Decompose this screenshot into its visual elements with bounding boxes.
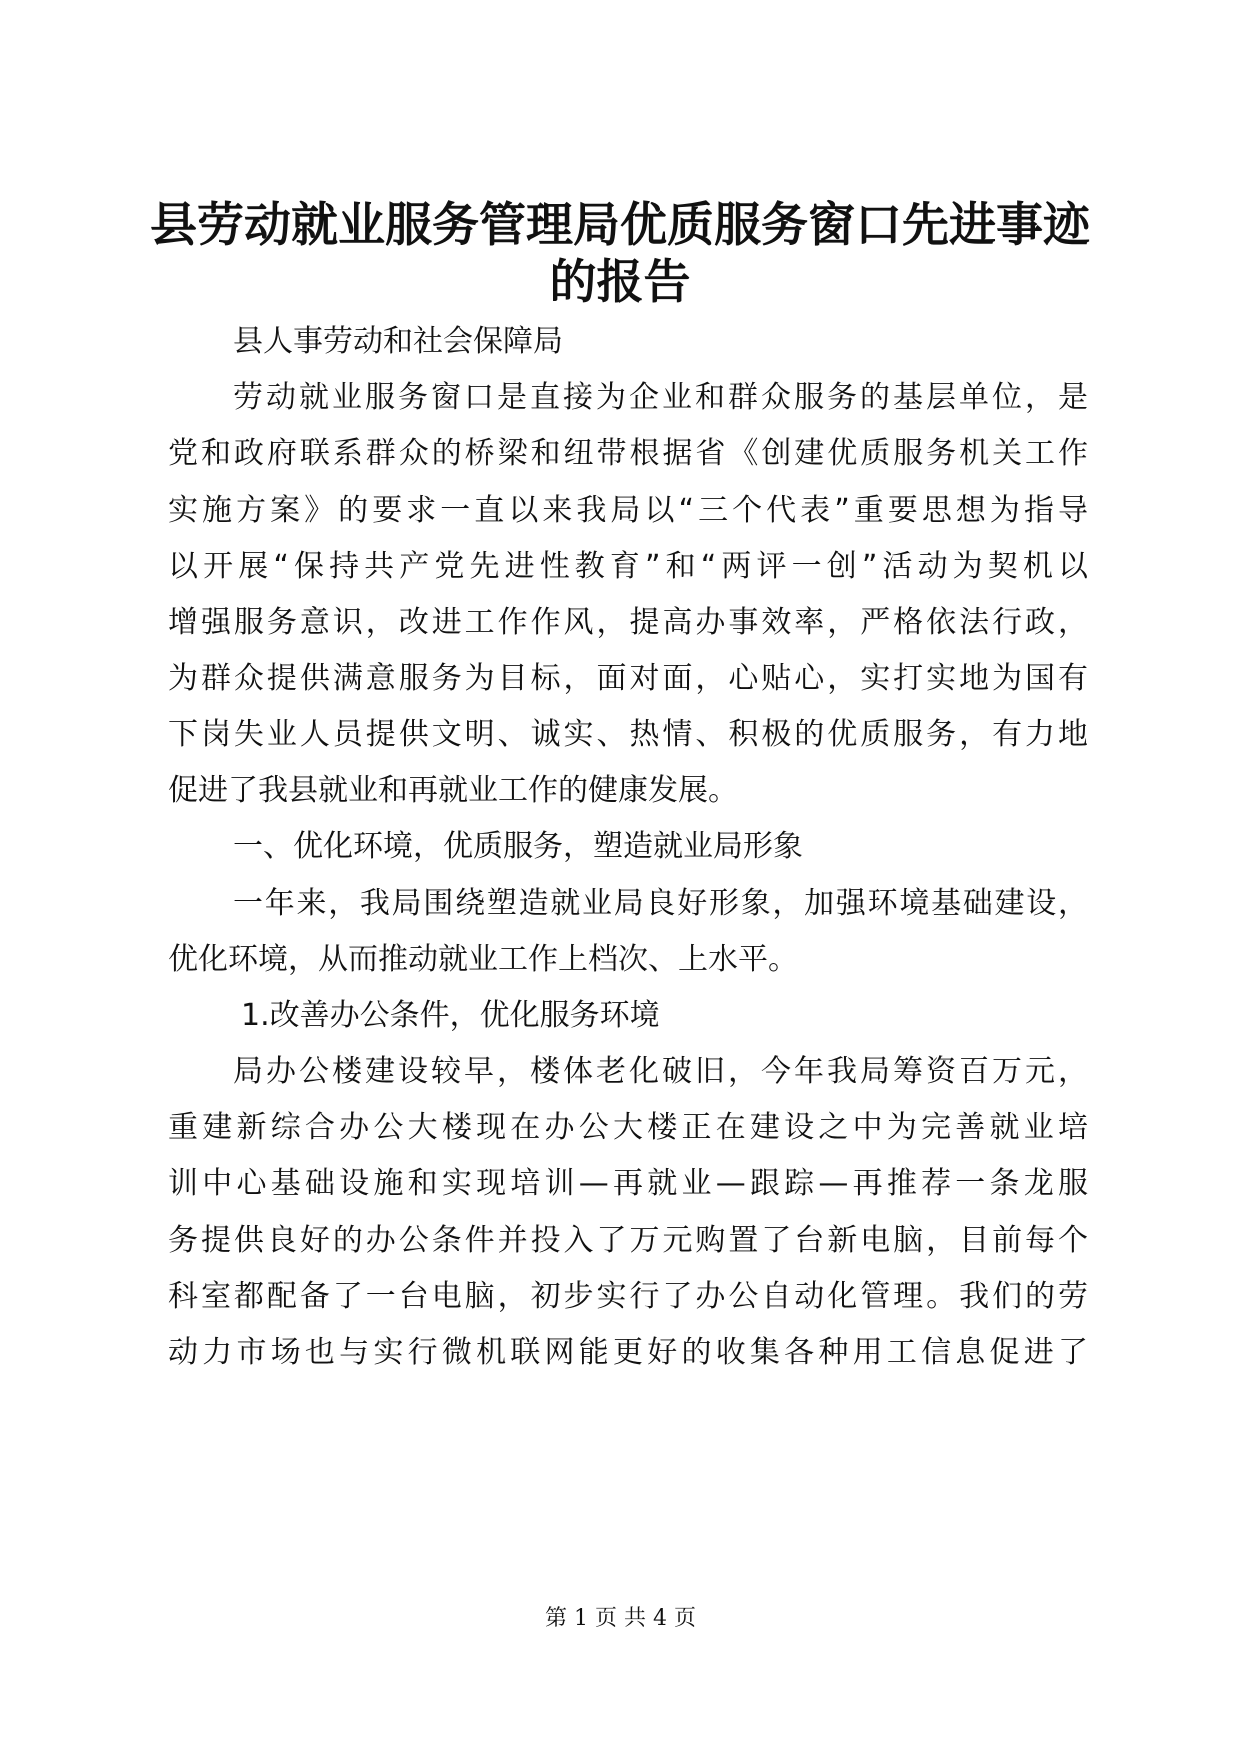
- paragraph-line: 为群众提供满意服务为目标，面对面，心贴心，实打实地为国有: [168, 661, 1088, 696]
- paragraph-line: 务提供良好的办公条件并投入了万元购置了台新电脑，目前每个: [168, 1223, 1088, 1258]
- paragraph-line: 局办公楼建设较早，楼体老化破旧，今年我局筹资百万元，: [233, 1054, 1088, 1089]
- paragraph-line: 科室都配备了一台电脑，初步实行了办公自动化管理。我们的劳: [168, 1279, 1088, 1314]
- paragraph-line: 一年来，我局围绕塑造就业局良好形象，加强环境基础建设，: [233, 886, 1088, 921]
- paragraph-line: 实施方案》的要求一直以来我局以“三个代表”重要思想为指导: [168, 493, 1088, 528]
- paragraph-line: 重建新综合办公大楼现在办公大楼正在建设之中为完善就业培: [168, 1110, 1088, 1145]
- paragraph-line: 促进了我县就业和再就业工作的健康发展。: [168, 773, 738, 808]
- subsection-heading: 1.改善办公条件，优化服务环境: [241, 998, 660, 1033]
- section-heading: 一、优化环境，优质服务，塑造就业局形象: [233, 829, 803, 864]
- paragraph-line: 党和政府联系群众的桥梁和纽带根据省《创建优质服务机关工作: [168, 436, 1088, 471]
- paragraph-line: 劳动就业服务窗口是直接为企业和群众服务的基层单位，是: [233, 380, 1088, 415]
- paragraph-line: 训中心基础设施和实现培训—再就业—跟踪—再推荐一条龙服: [168, 1166, 1088, 1201]
- page-footer: 第 1 页 共 4 页: [545, 1606, 696, 1631]
- paragraph-line: 以开展“保持共产党先进性教育”和“两评一创”活动为契机以: [168, 549, 1088, 584]
- paragraph-line: 增强服务意识，改进工作作风，提高办事效率，严格依法行政，: [168, 605, 1088, 640]
- paragraph-line: 优化环境，从而推动就业工作上档次、上水平。: [168, 942, 798, 977]
- paragraph-line: 动力市场也与实行微机联网能更好的收集各种用工信息促进了: [168, 1335, 1088, 1370]
- document-title-line-1: 县劳动就业服务管理局优质服务窗口先进事迹: [150, 198, 1090, 253]
- paragraph-line: 下岗失业人员提供文明、诚实、热情、积极的优质服务，有力地: [168, 717, 1088, 752]
- document-title-line-2: 的报告: [549, 255, 691, 310]
- author-line: 县人事劳动和社会保障局: [233, 324, 563, 359]
